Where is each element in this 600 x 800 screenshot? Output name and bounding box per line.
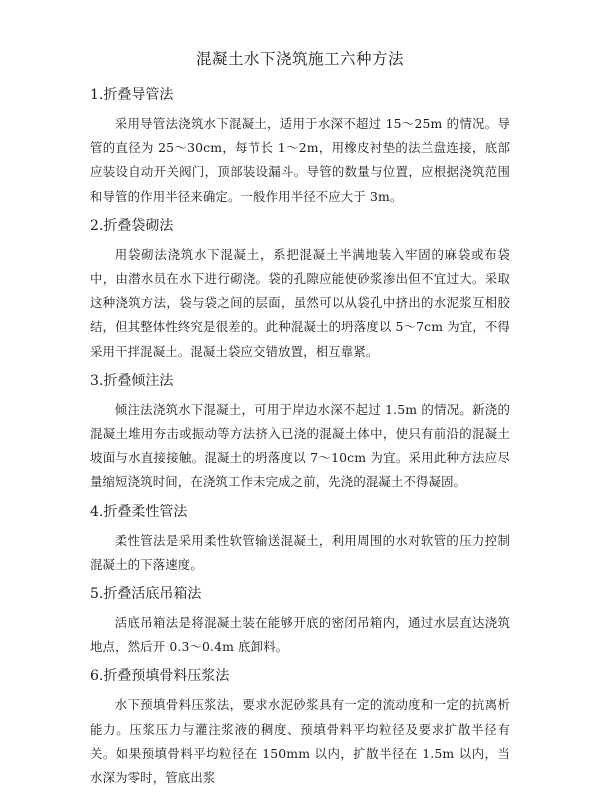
section-heading: 4.折叠柔性管法 [90, 503, 188, 520]
section-heading: 1.折叠导管法 [90, 87, 174, 103]
section-paragraph: 倾注法浇筑水下混凝土，可用于岸边水深不起过 1.5m 的情况。新浇的混凝土堆用夯击或振动等方法挤入已浇的混凝土体中，使只有前沿的混凝土坡面与水直接接触。混凝土的坍落度以 7～10cm 为宜。采用此种方法应尽量缩短浇筑时间，在浇筑工作未完成之前，先浇的混凝土不得凝固。 [90, 401, 510, 490]
section-6 [90, 665, 510, 790]
document-page [90, 48, 510, 796]
section-paragraph: 活底吊箱法是将混凝土装在能够开底的密闭吊箱内，通过水层直达浇筑地点，然后开 0.3～0.4m 底卸料。 [90, 615, 510, 655]
section-2 [90, 215, 510, 364]
section-3 [90, 370, 510, 495]
section-4 [90, 501, 510, 577]
section-paragraph: 柔性管法是采用柔性软管输送混凝土，利用周围的水对软管的压力控制混凝土的下落速度。 [90, 532, 510, 572]
section-paragraph: 水下预填骨料压浆法，要求水泥砂浆具有一定的流动度和一定的抗离析能力。压浆压力与灌注浆液的稠度、预填骨料平均粒径及要求扩散半径有关。如果预填骨料平均粒径在 150mm 以内，扩散半径在 1.5m 以内，当水深为零时，管底出浆 [90, 697, 510, 786]
section-paragraph: 采用导管法浇筑水下混凝土，适用于水深不超过 15～25m 的情况。导管的直径为 25～30cm，每节长 1～2m，用橡皮衬垫的法兰盘连接，底部应装设自动开关阀门，顶部装设漏斗。导管的数量与位置，应根据浇筑范围和导管的作用半径来确定。一般作用半径不应大于 3m。 [90, 116, 510, 204]
section-5 [90, 583, 510, 659]
section-heading: 2.折叠袋砌法 [90, 217, 174, 234]
section-heading: 5.折叠活底吊箱法 [90, 586, 202, 603]
section-1 [90, 84, 510, 209]
document-title: 混凝土水下浇筑施工六种方法 [195, 50, 404, 68]
section-heading: 6.折叠预填骨料压浆法 [90, 668, 230, 685]
section-paragraph: 用袋砌法浇筑水下混凝土，系把混凝土半满地装入牢固的麻袋或布袋中，由潜水员在水下进行砌浇。袋的孔隙应能使砂浆渗出但不宜过大。采取这种浇筑方法，袋与袋之间的层面，虽然可以从袋孔中挤出的水泥浆互相胶结，但其整体性终究是很差的。此种混凝土的坍落度以 5～7cm 为宜，不得采用干拌混凝土。混凝土袋应交错放置，相互靠紧。 [90, 246, 510, 359]
section-heading: 3.折叠倾注法 [90, 372, 174, 389]
